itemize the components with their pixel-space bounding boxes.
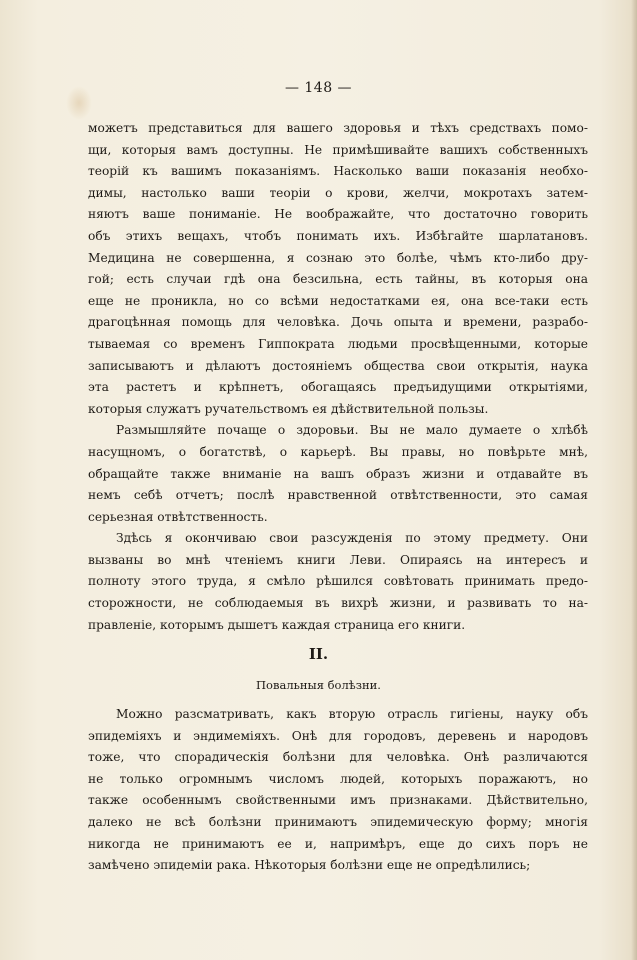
text-line: тоже, что спорадическія болѣзни для человѣка. Онѣ различаются: [88, 750, 588, 765]
text-line: также особеннымъ свойственными имъ признаками. Дѣйствительно,: [88, 793, 588, 808]
text-line: обращайте также вниманіе на вашъ образъ жизни и отдавайте въ: [88, 466, 588, 481]
text-line: далеко не всѣ болѣзни принимаютъ эпидемическую форму; многія: [88, 814, 588, 829]
body-text-top: [88, 118, 588, 636]
text-line: которыя служатъ ручательствомъ ея дѣйствительной пользы.: [88, 401, 489, 416]
page-number: — 148 —: [284, 80, 353, 96]
paragraph: [88, 704, 588, 877]
text-line: теорій къ вашимъ показаніямъ. Насколько ваши показанія необхо-: [88, 164, 588, 179]
text-line: Размышляйте почаще о здоровьи. Вы не мало думаете о хлѣбѣ: [116, 423, 588, 438]
text-line: еще не проникла, но со всѣми недостатками ея, она все-таки есть: [88, 293, 588, 308]
text-line: насущномъ, о богатствѣ, о карьерѣ. Вы правы, но повѣрьте мнѣ,: [88, 444, 588, 459]
text-line: вызваны во мнѣ чтеніемъ книги Леви. Опираясь на интересъ и: [88, 552, 588, 567]
text-line: гой; есть случаи гдѣ она безсильна, есть тайны, въ которыя она: [88, 272, 588, 287]
paragraph: [88, 420, 588, 528]
text-line: никогда не принимаютъ ее и, напримѣръ, еще до сихъ поръ не: [88, 836, 588, 851]
text-line: можетъ представиться для вашего здоровья и тѣхъ средствахъ помо-: [88, 121, 588, 135]
text-line: эпидеміяхъ и эндимеміяхъ. Онѣ для городовъ, деревень и народовъ: [88, 728, 588, 743]
text-line: не только огромнымъ числомъ людей, которыхъ поражаютъ, но: [88, 771, 588, 786]
text-line: Можно разсматривать, какъ вторую отрасль гигіены, науку объ: [116, 707, 588, 721]
text-line: Здѣсь я окончиваю свои разсужденія по этому предмету. Они: [116, 531, 588, 546]
text-line: полноту этого труда, я смѣло рѣшился совѣтовать принимать предо-: [88, 574, 588, 589]
text-line: эта растетъ и крѣпнетъ, обогащаясь предъидущими открытіями,: [88, 380, 588, 395]
text-line: димы, настолько ваши теоріи о крови, желчи, мокротахъ затем-: [88, 185, 588, 200]
section-title: Повальныя болѣзни.: [256, 678, 381, 692]
paragraph: [88, 118, 588, 420]
text-line: няютъ ваше пониманіе. Не воображайте, что достаточно говорить: [88, 207, 588, 222]
text-line: серьезная отвѣтственность.: [88, 509, 268, 524]
text-line: сторожности, не соблюдаемыя въ вихрѣ жизни, и развивать то на-: [88, 596, 588, 611]
text-line: замѣчено эпидеміи рака. Нѣкоторыя болѣзни еще не опредѣлились;: [88, 858, 531, 873]
text-line: щи, которыя вамъ доступны. Не примѣшивайте вашихъ собственныхъ: [88, 142, 588, 157]
text-line: Медицина не совершенна, я сознаю это болѣе, чѣмъ кто-либо дру-: [88, 250, 588, 265]
text-line: немъ себѣ отчетъ; послѣ нравственной отвѣтственности, это самая: [88, 488, 588, 503]
text-line: объ этихъ вещахъ, чтобъ понимать ихъ. Избѣгайте шарлатановъ.: [88, 228, 588, 243]
text-line: драгоцѣнная помощь для человѣка. Дочь опыта и времени, разрабо-: [88, 315, 588, 330]
body-text-bottom: [88, 704, 588, 877]
paragraph: [88, 528, 588, 636]
text-line: тываемая со временъ Гиппократа людьми просвѣщенными, которые: [88, 336, 588, 351]
text-line: записываютъ и дѣлаютъ достояніемъ общества свои открытія, наука: [88, 358, 588, 373]
section-numeral: II.: [308, 645, 329, 663]
text-line: правленіе, которымъ дышетъ каждая страница его книги.: [88, 617, 466, 632]
page-edge-shadow: [631, 0, 637, 960]
